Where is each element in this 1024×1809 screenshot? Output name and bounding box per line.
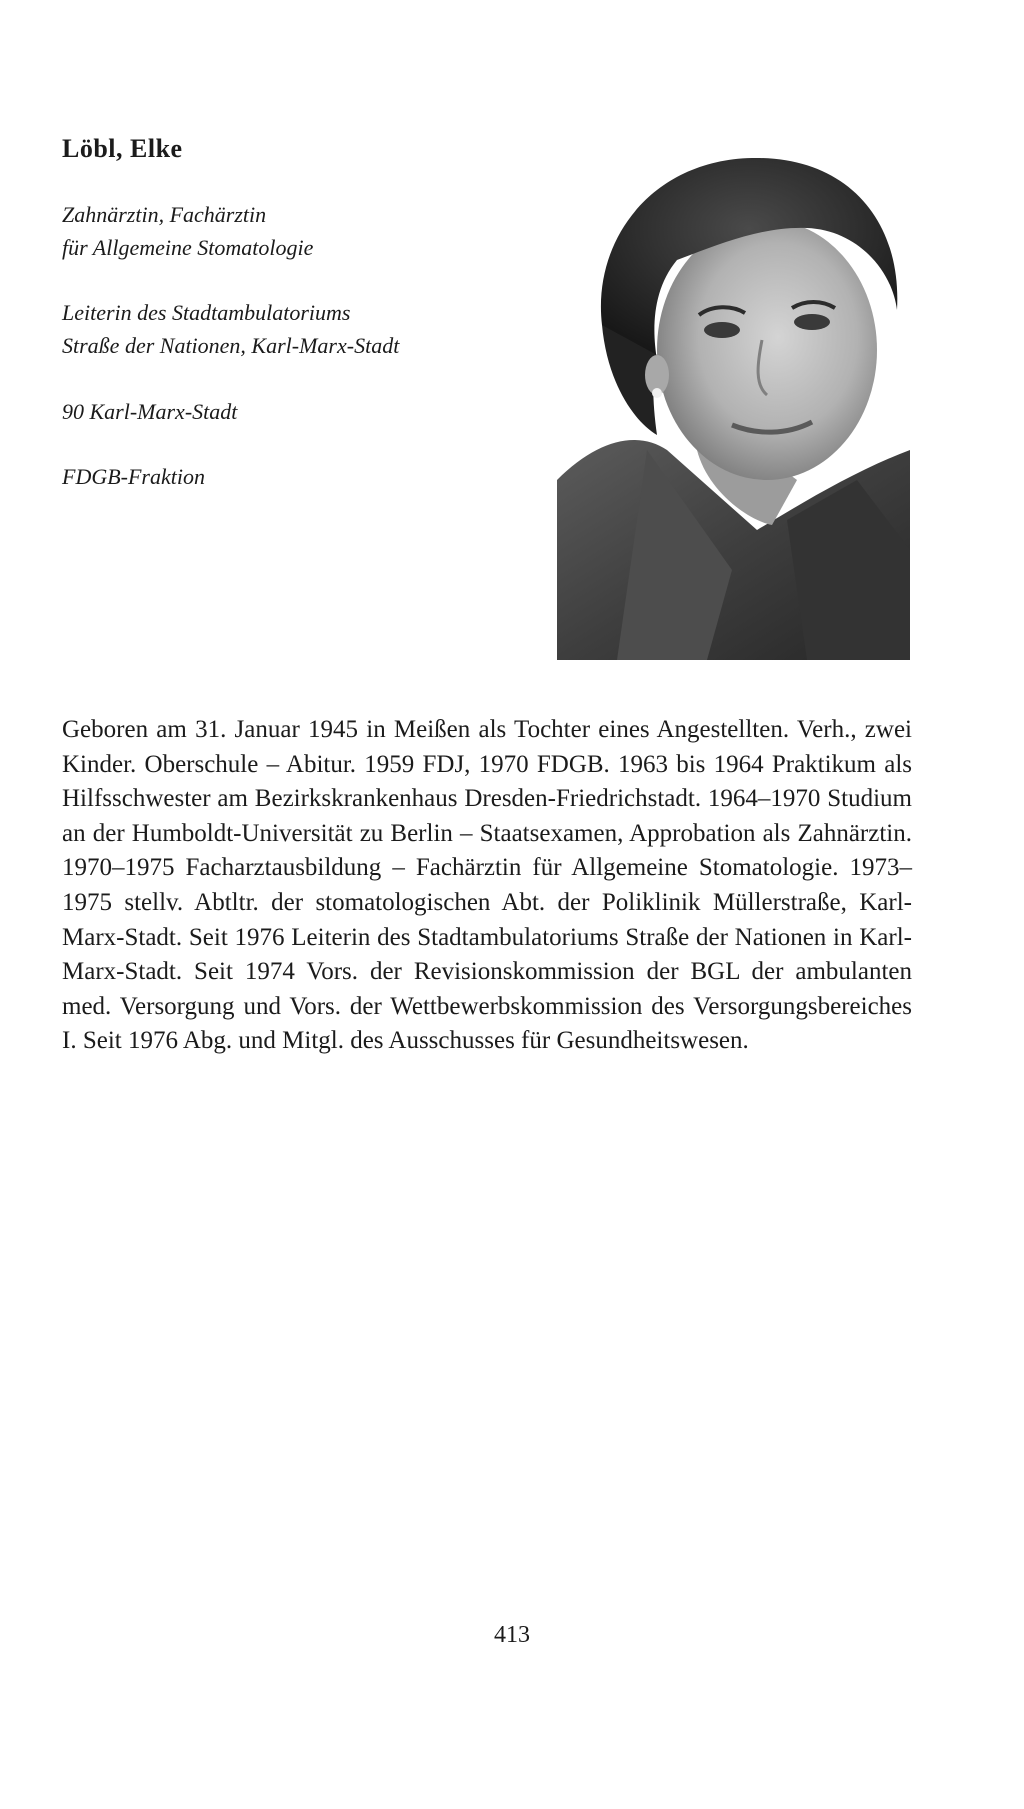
position-line-2: Straße der Nationen, Karl-Marx-Stadt: [62, 333, 400, 358]
position: [62, 296, 399, 362]
profession-line-1: Zahnärztin, Fachärztin: [62, 202, 267, 227]
faction-line: FDGB-Fraktion: [62, 464, 205, 489]
profession-line-2: für Allgemeine Stomatologie: [62, 235, 314, 260]
page-number: 413: [494, 1622, 530, 1648]
profession: [62, 198, 313, 264]
faction: [62, 460, 205, 493]
position-line-1: Leiterin des Stadtambulatoriums: [62, 300, 351, 325]
address-line: 90 Karl-Marx-Stadt: [62, 399, 238, 424]
person-name: Löbl, Elke: [62, 134, 183, 163]
biography-text: Geboren am 31. Januar 1945 in Meißen als Tochter eines Angestellten. Verh., zwei Kinder. Oberschule – Abitur. 1959 FDJ, 1970 FDGB. 1963 bis 1964 Praktikum als Hilfsschwester am Bezirkskrankenhaus Dresden-Friedrichstadt. 1964–1970 Studium an der Humboldt-Universität zu Berlin – Staatsexamen, Approbation als Zahnärztin. 1970–1975 Facharztausbildung – Fachärztin für Allgemeine Stomatologie. 1973–1975 stellv. Abtltr. der stomatologischen Abt. der Poliklinik Müllerstraße, Karl-Marx-Stadt. Seit 1976 Leiterin des Stadtambulatoriums Straße der Nationen in Karl-Marx-Stadt. Seit 1974 Vors. der Revisionskommission der BGL der ambulanten med. Versorgung und Vors. der Wettbewerbskommission des Versorgungsbereiches I. Seit 1976 Abg. und Mitgl. des Ausschusses für Gesundheitswesen.: [62, 716, 912, 1055]
portrait-image: [557, 150, 910, 660]
portrait-photo: [557, 150, 910, 660]
address: [62, 395, 237, 428]
